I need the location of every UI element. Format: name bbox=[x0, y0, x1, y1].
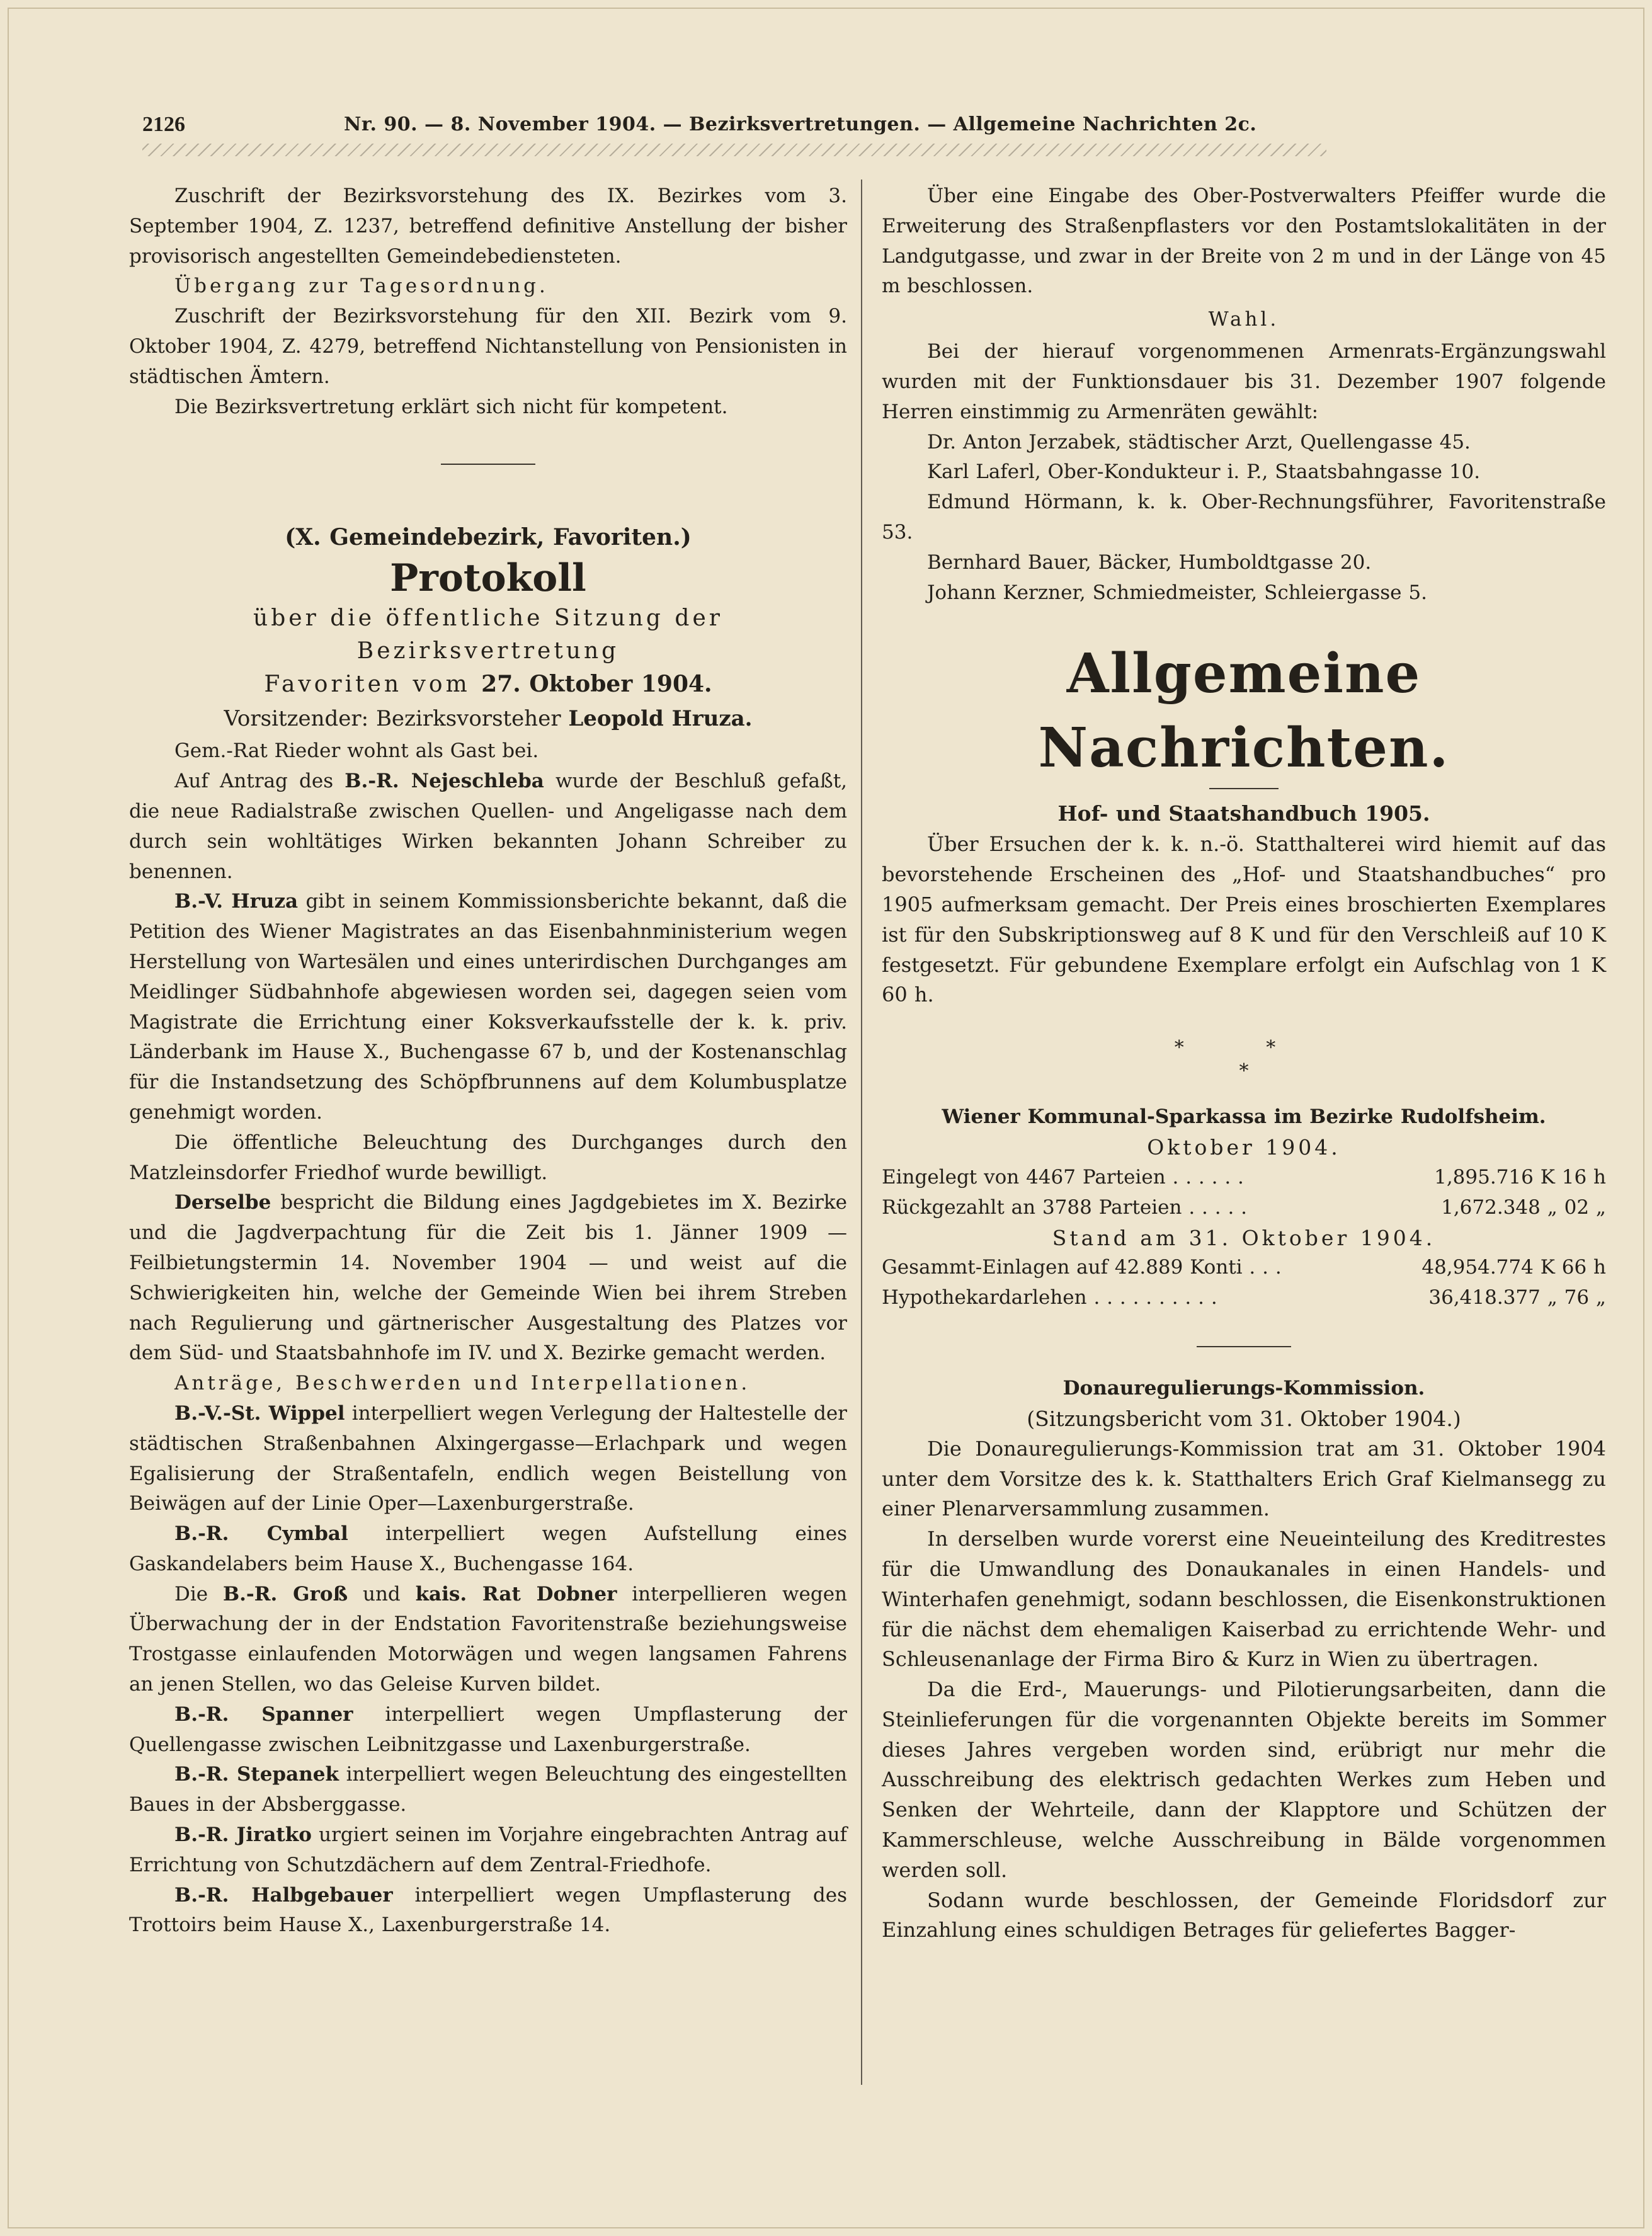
name-entry: Edmund Hörmann, k. k. Ober-Rechnungsführer, Favoritenstraße 53. bbox=[882, 491, 1606, 544]
paragraph: Da die Erd-, Mauerungs- und Pilotierungsarbeiten, dann die Steinlieferungen für die vorgenannten Objekte bereits im Sommer dieses Jahres vergeben worden sind, erübrigt nur mehr die Ausschreibung des elektrisch gedachten Werkes zum Heben und Senken der Wehrteile, dann der Klapptore und Schützen der Kammerschleuse, welche Ausschreibung in Bälde vorgenommen werden soll. bbox=[882, 1677, 1606, 1882]
header-wavy-rule bbox=[142, 144, 1326, 156]
paragraph: Die Donauregulierungs-Kommission trat am 31. Oktober 1904 unter dem Vorsitze des k. k. Statthalters Erich Graf Kielmansegg zu einer Plenarversammlung zusammen. bbox=[882, 1436, 1606, 1521]
article-title: Donauregulierungs-Kommission. bbox=[1062, 1376, 1425, 1400]
paragraph: B.-V.-St. Wippel interpelliert wegen Verlegung der Haltestelle der städtischen Straßenbahnen Alxingergasse—Erlachpark und wegen Egalisierung der Straßentafeln, endlich wegen Beistellung von Beiwägen auf der Linie Oper—Laxenburgerstraße. bbox=[129, 1401, 847, 1515]
name-entry: Bernhard Bauer, Bäcker, Humboldtgasse 20. bbox=[927, 550, 1372, 574]
table-row: Eingelegt von 4467 Parteien . . . . . . 1,895.716 K 16 h bbox=[882, 1165, 1606, 1189]
chair-line: Vorsitzender: Bezirksvorsteher Leopold Hruza. bbox=[224, 706, 753, 732]
paragraph: Die Bezirksvertretung erklärt sich nicht für kompetent. bbox=[174, 395, 728, 418]
paragraph: Bei der hierauf vorgenommenen Armenrats-Ergänzungswahl wurden mit der Funktionsdauer bis 31. Dezember 1907 folgende Herren einstimmig zu Armenräten gewählt: bbox=[882, 340, 1606, 423]
session-subtitle: über die öffentliche Sitzung der Bezirksvertretung bbox=[253, 605, 723, 665]
separator-stars-bottom: * bbox=[1239, 1060, 1249, 1083]
paragraph: Zuschrift der Bezirksvorstehung für den XII. Bezirk vom 9. Oktober 1904, Z. 4279, betreffend Nichtanstellung von Pensionisten in städtischen Ämtern. bbox=[129, 305, 847, 388]
name-entry: Johann Kerzner, Schmiedmeister, Schleiergasse 5. bbox=[927, 581, 1427, 604]
section-subheading: Anträge, Beschwerden und Interpellationen. bbox=[174, 1372, 751, 1395]
table-row: Rückgezahlt an 3788 Parteien . . . . . 1,672.348 „ 02 „ bbox=[882, 1195, 1606, 1219]
paragraph: B.-R. Halbgebauer interpelliert wegen Umpflasterung des Trottoirs beim Hause X., Laxenburgerstraße 14. bbox=[129, 1883, 847, 1937]
separator-stars-top: * * bbox=[1174, 1037, 1314, 1059]
header-title: Nr. 90. — 8. November 1904. — Bezirksvertretungen. — Allgemeine Nachrichten 2c. bbox=[344, 113, 1257, 135]
name-entry: Karl Laferl, Ober-Kondukteur i. P., Staatsbahngasse 10. bbox=[927, 460, 1481, 484]
protokoll-title: Protokoll bbox=[390, 556, 586, 601]
paragraph: Zuschrift der Bezirksvorstehung des IX. Bezirkes vom 3. September 1904, Z. 1237, betreffend definitive Anstellung der bisher provisorisch angestellten Gemeindebediensteten. bbox=[129, 185, 847, 268]
stand-line: Stand am 31. Oktober 1904. bbox=[1052, 1225, 1436, 1250]
table-row: Gesammt-Einlagen auf 42.889 Konti . . . 48,954.774 K 66 h bbox=[882, 1256, 1606, 1279]
paragraph: Die öffentliche Beleuchtung des Durchganges durch den Matzleinsdorfer Friedhof wurde bewilligt. bbox=[129, 1131, 847, 1184]
paragraph: Auf Antrag des B.-R. Nejeschleba wurde der Beschluß gefaßt, die neue Radialstraße zwischen Quellen- und Angeligasse nach dem durch sein wohltätiges Wirken bekannten Johann Schreiber zu benennen. bbox=[129, 770, 847, 883]
paragraph: B.-V. Hruza gibt in seinem Kommissionsberichte bekannt, daß die Petition des Wiener Magistrates an das Eisenbahnministerium wegen Herstellung von Wartesälen und eines unterirdischen Durchganges am Meidlinger Südbahnhofe abgewiesen worden sei, dagegen seien vom Magistrate die Errichtung einer Koksverkaufsstelle der k. k. priv. Länderbank im Hause X., Buchengasse 67 b, und der Kostenanschlag für die Instandsetzung des Schöpfbrunnens auf dem Kolumbusplatze genehmigt worden. bbox=[129, 890, 847, 1124]
paragraph: In derselben wurde vorerst eine Neueinteilung des Kreditrestes für die Umwandlung des Donaukanales in einen Handels- und Winterhafen genehmigt, sodann beschlossen, die Eisenkonstruktionen für die nächst dem ehemaligen Kaiserbad zu errichtende Wehr- und Schleusenanlage der Firma Biro & Kurz in Wien zu übertragen. bbox=[882, 1527, 1606, 1672]
district-heading: (X. Gemeindebezirk, Favoriten.) bbox=[285, 524, 692, 551]
paragraph: B.-R. Stepanek interpelliert wegen Beleuchtung des eingestellten Baues in der Absberggasse. bbox=[129, 1763, 847, 1817]
running-header bbox=[142, 106, 1326, 144]
paragraph: Derselbe bespricht die Bildung eines Jagdgebietes im X. Bezirke und die Jagdverpachtung für die Zeit bis 1. Jänner 1909 — Feilbietungstermin 14. November 1904 — und weist auf die Schwierigkeiten hin, welche der Gemeinde Wien bei ihrem Streben nach Regulierung und gärtnerischer Ausgestaltung des Platzes vor dem Süd- und Staatsbahnhofe im IV. und X. Bezirke gemacht werden. bbox=[129, 1191, 847, 1365]
article-subtitle: (Sitzungsbericht vom 31. Oktober 1904.) bbox=[1027, 1406, 1461, 1431]
paragraph: Über eine Eingabe des Ober-Postverwalters Pfeiffer wurde die Erweiterung des Straßenpflasters vor den Postamtslokalitäten in der Landgutgasse, und zwar in der Breite von 2 m und in der Länge von 45 m beschlossen. bbox=[882, 185, 1606, 298]
paragraph: B.-R. Cymbal interpelliert wegen Aufstellung eines Gaskandelabers beim Hause X., Buchengasse 164. bbox=[129, 1522, 847, 1575]
paragraph: Übergang zur Tagesordnung. bbox=[174, 275, 549, 298]
right-column bbox=[882, 181, 1606, 1946]
table-row: Hypothekardarlehen . . . . . . . . . . 36,418.377 „ 76 „ bbox=[882, 1286, 1606, 1309]
paragraph: Über Ersuchen der k. k. n.-ö. Statthalterei wird hiemit auf das bevorstehende Erscheinen des „Hof- und Staatshandbuches“ pro 1905 aufmerksam gemacht. Der Preis eines broschierten Exemplares ist für den Subskriptionsweg auf 8 K und für den Verschleiß auf 10 K festgesetzt. Für gebundene Exemplare erfolgt ein Aufschlag von 1 K 60 h. bbox=[882, 832, 1606, 1007]
session-date-line: Favoriten vom 27. Oktober 1904. bbox=[264, 671, 712, 698]
paragraph: B.-R. Spanner interpelliert wegen Umpflasterung der Quellengasse zwischen Leibnitzgasse und Laxenburgerstraße. bbox=[129, 1703, 847, 1756]
column-divider bbox=[861, 180, 862, 2085]
month-line: Oktober 1904. bbox=[1147, 1135, 1341, 1160]
article-title: Wiener Kommunal-Sparkassa im Bezirke Rudolfsheim. bbox=[942, 1105, 1546, 1129]
paragraph: Die B.-R. Groß und kais. Rat Dobner interpellieren wegen Überwachung der in der Endstation Favoritenstraße beziehungsweise Trostgasse einlaufenden Motorwägen und wegen langsamen Fahrens an jenen Stellen, wo das Geleise Kurven bildet. bbox=[129, 1582, 847, 1696]
section-headline: Allgemeine Nachrichten. bbox=[1038, 642, 1450, 780]
wahl-heading: Wahl. bbox=[1208, 308, 1280, 331]
paragraph: B.-R. Jiratko urgiert seinen im Vorjahre eingebrachten Antrag auf Errichtung von Schutzdächern auf dem Zentral-Friedhofe. bbox=[129, 1823, 848, 1876]
article-title: Hof- und Staatshandbuch 1905. bbox=[1057, 801, 1430, 826]
left-column bbox=[129, 181, 847, 1941]
page-number: 2126 bbox=[142, 113, 185, 136]
paragraph: Gem.-Rat Rieder wohnt als Gast bei. bbox=[174, 739, 539, 763]
name-entry: Dr. Anton Jerzabek, städtischer Arzt, Quellengasse 45. bbox=[927, 430, 1471, 453]
paragraph: Sodann wurde beschlossen, der Gemeinde Floridsdorf zur Einzahlung eines schuldigen Betrages für geliefertes Bagger- bbox=[882, 1888, 1606, 1942]
